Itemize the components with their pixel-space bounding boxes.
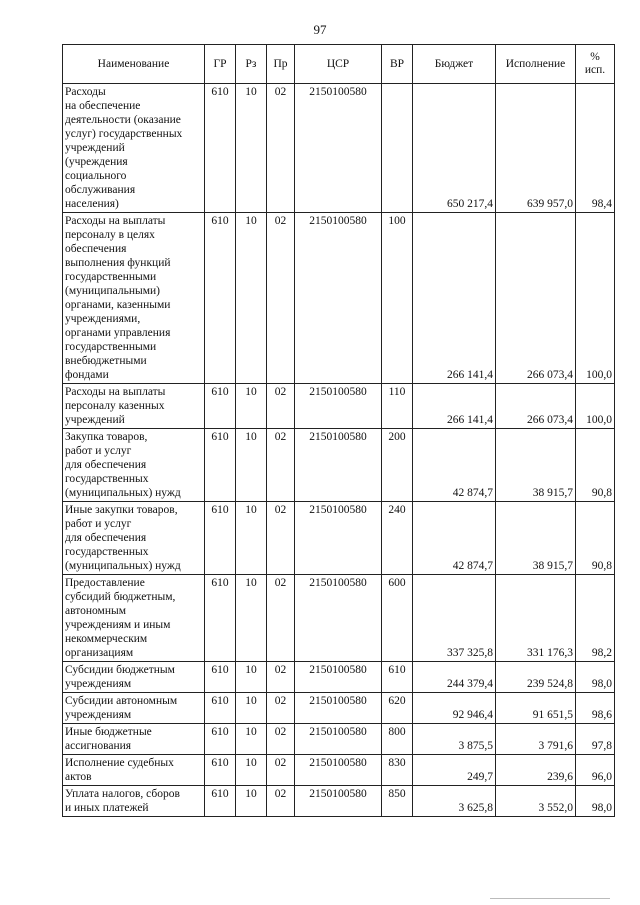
cell-csr: 2150100580 xyxy=(295,502,382,575)
cell-name: Расходы на обеспечение деятельности (оказание услуг) государственных учреждений (учреждения социального обслуживания населения) xyxy=(63,84,205,213)
cell-pr: 02 xyxy=(267,755,295,786)
header-gr: ГР xyxy=(205,45,236,84)
cell-rz: 10 xyxy=(236,693,267,724)
cell-rz: 10 xyxy=(236,502,267,575)
cell-pr: 02 xyxy=(267,786,295,817)
cell-execution: 91 651,5 xyxy=(496,693,576,724)
cell-budget: 92 946,4 xyxy=(413,693,496,724)
cell-name: Предоставление субсидий бюджетным, автономным учреждениям и иным некоммерческим организациям xyxy=(63,575,205,662)
cell-csr: 2150100580 xyxy=(295,693,382,724)
cell-gr: 610 xyxy=(205,724,236,755)
cell-rz: 10 xyxy=(236,429,267,502)
table-row xyxy=(63,429,615,502)
cell-vr: 110 xyxy=(382,384,413,429)
cell-budget: 244 379,4 xyxy=(413,662,496,693)
cell-gr: 610 xyxy=(205,213,236,384)
cell-execution: 38 915,7 xyxy=(496,429,576,502)
cell-gr: 610 xyxy=(205,575,236,662)
cell-pr: 02 xyxy=(267,429,295,502)
cell-rz: 10 xyxy=(236,786,267,817)
cell-csr: 2150100580 xyxy=(295,84,382,213)
table-row xyxy=(63,693,615,724)
header-execution: Исполнение xyxy=(496,45,576,84)
cell-execution: 639 957,0 xyxy=(496,84,576,213)
cell-rz: 10 xyxy=(236,724,267,755)
header-budget: Бюджет xyxy=(413,45,496,84)
cell-pr: 02 xyxy=(267,213,295,384)
cell-rz: 10 xyxy=(236,755,267,786)
cell-rz: 10 xyxy=(236,575,267,662)
cell-vr: 600 xyxy=(382,575,413,662)
cell-percent: 90,8 xyxy=(576,429,615,502)
table-row xyxy=(63,84,615,213)
cell-pr: 02 xyxy=(267,502,295,575)
cell-execution: 3 552,0 xyxy=(496,786,576,817)
cell-gr: 610 xyxy=(205,429,236,502)
cell-percent: 98,0 xyxy=(576,662,615,693)
cell-budget: 650 217,4 xyxy=(413,84,496,213)
table-row xyxy=(63,575,615,662)
cell-percent: 98,4 xyxy=(576,84,615,213)
cell-csr: 2150100580 xyxy=(295,662,382,693)
cell-percent: 97,8 xyxy=(576,724,615,755)
table-body xyxy=(63,84,615,817)
cell-rz: 10 xyxy=(236,384,267,429)
cell-percent: 100,0 xyxy=(576,213,615,384)
cell-name: Расходы на выплаты персоналу казенных учреждений xyxy=(63,384,205,429)
header-csr: ЦСР xyxy=(295,45,382,84)
cell-vr: 830 xyxy=(382,755,413,786)
cell-gr: 610 xyxy=(205,786,236,817)
page-number: 97 xyxy=(313,22,327,37)
cell-vr: 610 xyxy=(382,662,413,693)
cell-gr: 610 xyxy=(205,755,236,786)
cell-percent: 98,6 xyxy=(576,693,615,724)
cell-execution: 38 915,7 xyxy=(496,502,576,575)
table-row xyxy=(63,502,615,575)
cell-gr: 610 xyxy=(205,84,236,213)
cell-budget: 337 325,8 xyxy=(413,575,496,662)
cell-budget: 266 141,4 xyxy=(413,384,496,429)
cell-budget: 3 875,5 xyxy=(413,724,496,755)
cell-gr: 610 xyxy=(205,384,236,429)
table-header xyxy=(63,45,615,84)
cell-pr: 02 xyxy=(267,84,295,213)
page-footer-line xyxy=(490,898,610,899)
cell-budget: 266 141,4 xyxy=(413,213,496,384)
cell-gr: 610 xyxy=(205,693,236,724)
cell-rz: 10 xyxy=(236,213,267,384)
cell-vr: 850 xyxy=(382,786,413,817)
cell-name: Иные закупки товаров, работ и услуг для обеспечения государственных (муниципальных) нужд xyxy=(63,502,205,575)
cell-vr: 240 xyxy=(382,502,413,575)
cell-percent: 100,0 xyxy=(576,384,615,429)
cell-budget: 249,7 xyxy=(413,755,496,786)
cell-name: Субсидии автономным учреждениям xyxy=(63,693,205,724)
cell-csr: 2150100580 xyxy=(295,429,382,502)
table-row xyxy=(63,662,615,693)
cell-percent: 98,2 xyxy=(576,575,615,662)
header-row xyxy=(63,45,615,84)
cell-vr xyxy=(382,84,413,213)
cell-pr: 02 xyxy=(267,662,295,693)
cell-percent: 90,8 xyxy=(576,502,615,575)
cell-vr: 200 xyxy=(382,429,413,502)
cell-vr: 100 xyxy=(382,213,413,384)
cell-name: Иные бюджетные ассигнования xyxy=(63,724,205,755)
cell-csr: 2150100580 xyxy=(295,384,382,429)
header-vr: ВР xyxy=(382,45,413,84)
cell-execution: 331 176,3 xyxy=(496,575,576,662)
header-name: Наименование xyxy=(63,45,205,84)
table-row xyxy=(63,213,615,384)
cell-name: Закупка товаров, работ и услуг для обеспечения государственных (муниципальных) нужд xyxy=(63,429,205,502)
header-rz: Рз xyxy=(236,45,267,84)
cell-execution: 266 073,4 xyxy=(496,384,576,429)
cell-pr: 02 xyxy=(267,384,295,429)
cell-pr: 02 xyxy=(267,575,295,662)
cell-budget: 42 874,7 xyxy=(413,429,496,502)
table-row xyxy=(63,724,615,755)
cell-csr: 2150100580 xyxy=(295,213,382,384)
cell-csr: 2150100580 xyxy=(295,724,382,755)
cell-name: Субсидии бюджетным учреждениям xyxy=(63,662,205,693)
cell-name: Исполнение судебных актов xyxy=(63,755,205,786)
cell-csr: 2150100580 xyxy=(295,575,382,662)
cell-csr: 2150100580 xyxy=(295,786,382,817)
cell-rz: 10 xyxy=(236,662,267,693)
table-row xyxy=(63,384,615,429)
cell-name: Расходы на выплаты персоналу в целях обеспечения выполнения функций государственными (муниципальными) органами, казенными учреждениями, органами управления государственными внебюджетными фондами xyxy=(63,213,205,384)
header-percent: % исп. xyxy=(576,45,615,84)
budget-table xyxy=(62,44,615,817)
cell-percent: 96,0 xyxy=(576,755,615,786)
cell-budget: 3 625,8 xyxy=(413,786,496,817)
cell-execution: 3 791,6 xyxy=(496,724,576,755)
cell-pr: 02 xyxy=(267,724,295,755)
cell-pr: 02 xyxy=(267,693,295,724)
cell-vr: 800 xyxy=(382,724,413,755)
cell-rz: 10 xyxy=(236,84,267,213)
header-pr: Пр xyxy=(267,45,295,84)
cell-execution: 239 524,8 xyxy=(496,662,576,693)
cell-budget: 42 874,7 xyxy=(413,502,496,575)
table-row xyxy=(63,786,615,817)
cell-gr: 610 xyxy=(205,502,236,575)
cell-execution: 239,6 xyxy=(496,755,576,786)
cell-gr: 610 xyxy=(205,662,236,693)
cell-vr: 620 xyxy=(382,693,413,724)
table-row xyxy=(63,755,615,786)
cell-csr: 2150100580 xyxy=(295,755,382,786)
cell-name: Уплата налогов, сборов и иных платежей xyxy=(63,786,205,817)
cell-percent: 98,0 xyxy=(576,786,615,817)
cell-execution: 266 073,4 xyxy=(496,213,576,384)
